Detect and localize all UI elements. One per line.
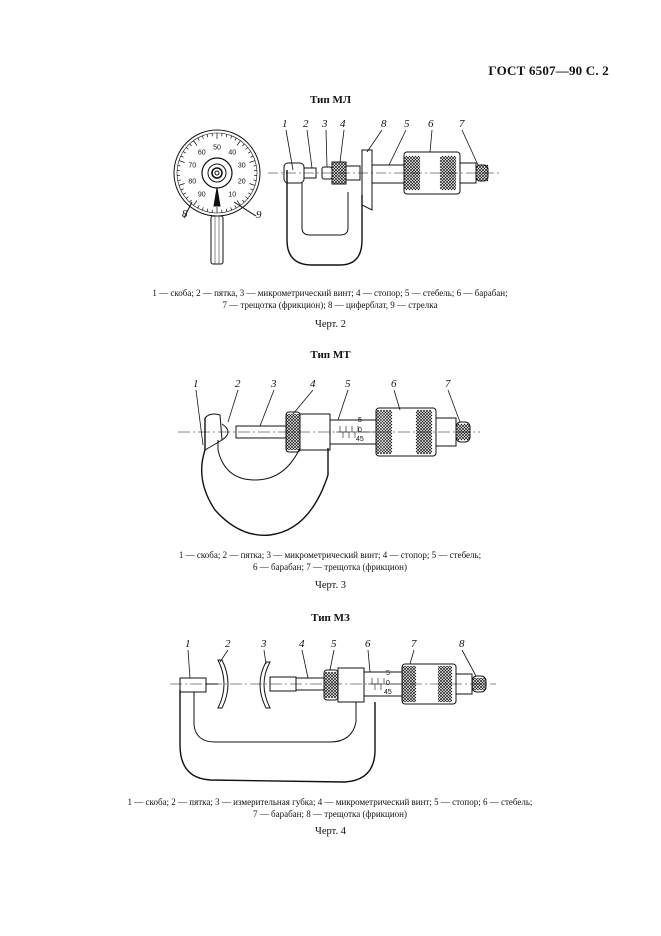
dial-tick	[235, 205, 236, 208]
dial-tick	[237, 141, 241, 146]
label-7: 7	[411, 638, 417, 650]
dial-tick	[246, 148, 248, 150]
label-8: 8	[381, 118, 387, 130]
figure-3-chert: Черт. 4	[315, 826, 346, 837]
dial-number: 50	[213, 144, 221, 152]
label-7: 7	[445, 378, 451, 390]
dial-tick	[186, 197, 188, 199]
label-6: 6	[365, 638, 371, 650]
figure-3-drawing	[0, 630, 661, 790]
dial-tick	[190, 200, 192, 202]
knurl-line	[328, 672, 338, 682]
frame-inner-ml	[302, 182, 348, 235]
dial-tick	[190, 144, 192, 146]
dial-tick	[179, 161, 185, 163]
leader-9	[234, 202, 256, 216]
dial-needle	[214, 188, 220, 206]
label-4: 4	[340, 118, 346, 130]
dial-tick	[207, 134, 208, 137]
jaw-mz	[260, 662, 270, 708]
figure-3-caption	[90, 796, 570, 820]
dial-tick	[183, 152, 186, 154]
label-3: 3	[271, 378, 277, 390]
dial-tick	[235, 138, 236, 141]
figure-3-title: Тип МЗ	[311, 612, 350, 624]
label-8-dial: 8	[182, 208, 188, 220]
caption-line: 7 — барабан; 8 — трещотка (фрикцион)	[253, 809, 407, 819]
dial-tick	[198, 205, 199, 208]
dial-tick	[186, 148, 188, 150]
scale-0: 0	[358, 427, 362, 434]
label-3: 3	[261, 638, 267, 650]
frame-ml	[287, 170, 362, 265]
dial-tick	[178, 180, 181, 181]
caption-line: 1 — скоба; 2 — пятка; 3 — микрометрический винт; 4 — стопор; 5 — стебель;	[178, 550, 482, 560]
dial-tick	[249, 184, 255, 186]
dial-tick	[253, 180, 256, 181]
dial-tick	[231, 207, 232, 210]
dial-tick	[181, 156, 184, 157]
caption-line: 7 — трещотка (фрикцион); 8 — циферблат, 9 — стрелка	[222, 300, 438, 310]
label-1: 1	[193, 378, 199, 390]
label-4: 4	[310, 378, 316, 390]
dial-tick	[178, 166, 181, 167]
dial-tick	[198, 138, 199, 141]
label-1: 1	[185, 638, 191, 650]
caption-line: 1 — скоба; 2 — пятка; 3 — измерительная губка; 4 — микрометрический винт; 5 — стопор; 6 — стебель;	[127, 797, 533, 807]
figure-1-chert: Черт. 2	[315, 319, 346, 330]
sleeve-body-mz	[338, 668, 364, 702]
dial-tick	[250, 189, 253, 190]
knurl-line	[328, 688, 338, 698]
dial-tick	[202, 207, 203, 210]
dial-number: 30	[237, 162, 246, 170]
scale-0: 0	[386, 680, 390, 687]
caption-line: 1 — скоба; 2 — пятка, 3 — микрометрический винт; 4 — стопор; 5 — стебель; 6 — барабан;	[152, 288, 508, 298]
dial-tick	[249, 161, 255, 163]
dial-number: 10	[228, 191, 237, 199]
dial-tick	[207, 209, 208, 212]
dial-number: 60	[197, 149, 206, 157]
label-5: 5	[345, 378, 351, 390]
scale-5: 5	[358, 417, 362, 424]
dial-tick	[226, 209, 227, 212]
dial-number: 20	[237, 178, 246, 186]
dial-stem	[211, 216, 223, 264]
figure-2-chert: Черт. 3	[315, 580, 346, 591]
scale-5: 5	[386, 670, 390, 677]
label-1: 1	[282, 118, 288, 130]
label-2: 2	[225, 638, 231, 650]
scale-45: 45	[356, 436, 364, 443]
label-5: 5	[331, 638, 337, 650]
dial-number: 90	[197, 191, 206, 199]
figure-2-title: Тип МТ	[310, 349, 351, 361]
anvil-mz	[180, 678, 206, 692]
dial-tick	[253, 166, 256, 167]
label-6: 6	[428, 118, 434, 130]
dial-tick	[246, 197, 248, 199]
dial-tick	[179, 184, 185, 186]
dial-tick	[250, 156, 253, 157]
dial-number: 80	[188, 178, 197, 186]
sleeve-ml	[372, 165, 404, 183]
label-5: 5	[404, 118, 410, 130]
dial-number: 40	[228, 149, 237, 157]
knurl-line	[331, 672, 338, 679]
frame-mz	[180, 690, 375, 782]
dial-tick	[226, 134, 227, 137]
dial-tick	[193, 141, 197, 146]
dial-tick	[202, 136, 203, 139]
dial-tick	[242, 144, 244, 146]
figure-2-caption	[90, 549, 570, 573]
label-9: 9	[256, 209, 262, 221]
dial-tick	[183, 193, 186, 195]
figure-1-title: Тип МЛ	[309, 94, 352, 106]
micrometer-ml	[268, 150, 500, 265]
dial-plate-ml	[362, 150, 372, 210]
dial-number: 70	[188, 162, 197, 170]
frame-mt	[202, 418, 328, 535]
label-4: 4	[299, 638, 305, 650]
page-header: ГОСТ 6507—90 С. 2	[488, 63, 609, 78]
dial-tick	[242, 200, 244, 202]
dial-tick	[248, 193, 251, 195]
scale-45: 45	[384, 689, 392, 696]
dial-tick	[181, 189, 184, 190]
label-6: 6	[391, 378, 397, 390]
label-2: 2	[303, 118, 309, 130]
dial-tick	[248, 152, 251, 154]
dial-tick	[193, 201, 197, 206]
knurl-line	[331, 691, 338, 698]
figure-1-drawing	[0, 110, 661, 285]
caption-line: 6 — барабан; 7 — трещотка (фрикцион)	[253, 562, 407, 572]
dial-tick	[231, 136, 232, 139]
label-3: 3	[322, 118, 328, 130]
label-7: 7	[459, 118, 465, 130]
figure-1-caption	[90, 287, 570, 311]
figure-2-drawing	[0, 370, 661, 550]
label-2: 2	[235, 378, 241, 390]
label-8: 8	[459, 638, 465, 650]
